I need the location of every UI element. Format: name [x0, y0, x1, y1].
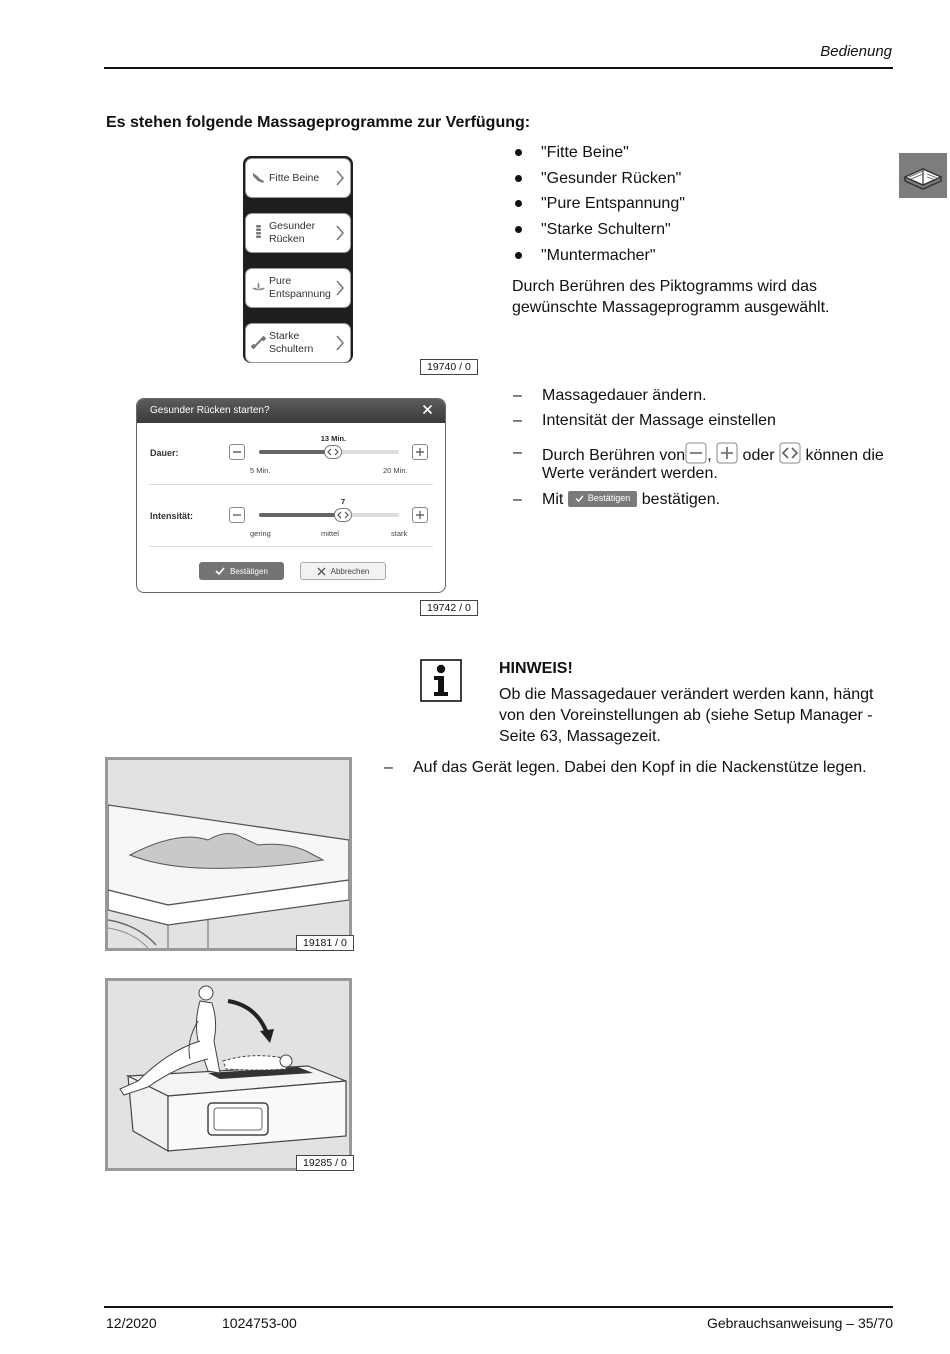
dumbbell-icon: [251, 335, 266, 350]
dialog-title: Gesunder Rücken starten?: [150, 405, 270, 416]
program-item-gesunder-ruecken[interactable]: [245, 213, 351, 253]
intensity-slider-fill: [259, 513, 343, 517]
figure-number: 19742 / 0: [420, 600, 478, 616]
lotus-icon: [251, 280, 266, 295]
header-rule: [104, 67, 893, 69]
duration-minus-button[interactable]: [229, 444, 245, 460]
program-label: Fitte Beine: [269, 171, 320, 184]
duration-slider-handle[interactable]: [324, 445, 342, 459]
dialog-title-bar: [137, 399, 445, 423]
cancel-button[interactable]: [300, 562, 386, 580]
minus-icon: [230, 445, 244, 459]
spine-icon: [251, 225, 266, 240]
intensity-label: Intensität:: [150, 511, 194, 521]
duration-value: 13 Min.: [320, 434, 347, 443]
list-item: "Fitte Beine": [513, 142, 685, 168]
person-illustration: [105, 978, 352, 1171]
program-label: Starke Schultern: [269, 330, 314, 355]
figure-number: 19181 / 0: [296, 935, 354, 951]
hint-title: HINWEIS!: [499, 660, 573, 677]
list-item: "Muntermacher": [513, 245, 685, 271]
minus-icon: [685, 442, 707, 464]
cancel-button-label: Abbrechen: [330, 566, 370, 576]
close-icon[interactable]: [422, 404, 433, 415]
footer-date: 12/2020: [106, 1315, 157, 1331]
plus-icon: [413, 445, 427, 459]
intensity-minus-button[interactable]: [229, 507, 245, 523]
program-item-starke-schultern[interactable]: [245, 323, 351, 363]
program-selection-text: Durch Berühren des Piktogramms wird das gewünschte Massageprogramm ausgewählt.: [512, 278, 830, 316]
program-item-fitte-beine[interactable]: [245, 158, 351, 198]
book-icon: [899, 153, 947, 198]
footer-rule: [104, 1306, 893, 1308]
divider: [149, 484, 433, 485]
person-on-bed-image: [108, 981, 349, 1168]
minus-icon: [230, 508, 244, 522]
program-item-pure-entspannung[interactable]: [245, 268, 351, 308]
intensity-high-label: stark: [391, 529, 408, 538]
program-menu: [243, 156, 353, 363]
plus-icon: [413, 508, 427, 522]
start-dialog: [136, 398, 446, 593]
divider: [149, 546, 433, 547]
chevron-right-icon: [335, 279, 345, 297]
plus-icon: [716, 442, 738, 464]
duration-plus-button[interactable]: [412, 444, 428, 460]
program-label: Pure Entspannung: [269, 275, 331, 300]
chapter-tab: [899, 153, 947, 198]
figure-number: 19285 / 0: [296, 1155, 354, 1171]
chevron-right-icon: [335, 224, 345, 242]
program-label: Gesunder Rücken: [269, 220, 316, 245]
intensity-low-label: gering: [250, 529, 271, 538]
confirm-button-sample: Bestätigen: [568, 491, 638, 507]
checkmark-icon: [575, 495, 584, 502]
info-icon: [420, 659, 462, 702]
intensity-value: 7: [341, 497, 346, 506]
massage-bed-image: [108, 760, 349, 948]
intensity-plus-button[interactable]: [412, 507, 428, 523]
list-item: "Gesunder Rücken": [513, 168, 685, 194]
confirm-button[interactable]: [199, 562, 284, 580]
duration-slider-fill: [259, 450, 333, 454]
duration-label: Dauer:: [150, 448, 179, 458]
confirm-button-label: Bestätigen: [230, 566, 268, 576]
drag-arrows-icon: [779, 442, 801, 464]
duration-min-label: 5 Min.: [250, 466, 271, 475]
hint-text: Ob die Massagedauer verändert werden kann, hängt von den Voreinstellungen ab (siehe Setup Manager - Seite 63, Massagezeit.: [499, 686, 874, 745]
chevron-right-icon: [335, 334, 345, 352]
close-icon: [317, 567, 326, 576]
drag-arrows-icon: [335, 509, 351, 521]
program-list: [513, 142, 685, 270]
checkmark-icon: [215, 567, 225, 575]
footer-doc-number: 1024753-00: [222, 1315, 297, 1331]
chevron-right-icon: [335, 169, 345, 187]
drag-arrows-icon: [325, 446, 341, 458]
footer-page-number: Gebrauchsanweisung – 35/70: [706, 1315, 893, 1331]
list-item: "Starke Schultern": [513, 219, 685, 245]
intensity-slider-handle[interactable]: [334, 508, 352, 522]
figure-number: 19740 / 0: [420, 359, 478, 375]
list-item: "Pure Entspannung": [513, 193, 685, 219]
duration-max-label: 20 Min.: [383, 466, 408, 475]
intensity-mid-label: mittel: [321, 529, 339, 538]
bed-illustration: [105, 757, 352, 951]
section-title: Bedienung: [820, 43, 892, 60]
legs-icon: [251, 170, 266, 185]
section-heading: Es stehen folgende Massageprogramme zur Verfügung:: [106, 114, 531, 131]
